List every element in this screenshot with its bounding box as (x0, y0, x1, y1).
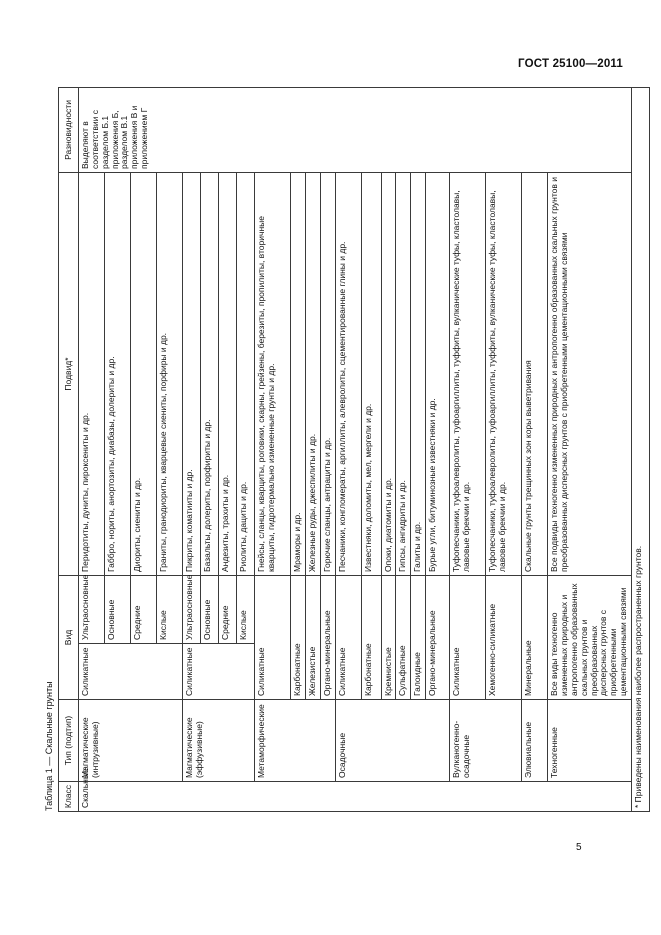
cell-podvid: Известняки, доломиты, мел, мергели и др. (361, 172, 381, 575)
cell-vid: Силикатные (335, 575, 361, 699)
cell-tip-sedimentary: Осадочные (335, 700, 450, 782)
cell-podvid: Скальные грунты трещинных зон коры выветривания (522, 172, 548, 575)
cell-vid: Минеральные (522, 575, 548, 699)
row-metamorphic-1 (255, 87, 291, 811)
cell-podvid: Андезиты, трахиты и др. (219, 172, 237, 575)
cell-tip-magmatic-intrusive: Магматические (интрузивные) (79, 700, 183, 782)
cell-raznovidnosti-value: Выделяют в соответствии с разделом Б.1 приложения Б, разделом В.1 приложения В и приложением Г (79, 87, 632, 172)
header-row (59, 87, 79, 811)
cell-podvid: Железные руды, джеспилиты и др. (305, 172, 320, 575)
table-title: Таблица 1 — Скальные грунты (44, 681, 54, 811)
cell-podvid: Диориты, сиениты и др. (131, 172, 157, 575)
cell-vid: Хемогенно-силикатные (486, 575, 522, 699)
header-vid: Вид (59, 575, 79, 699)
row-magmatic-effusive-1 (183, 87, 201, 811)
cell-podvid: Перидотиты, дуниты, пироксениты и др. (79, 172, 105, 575)
cell-podvid: Все подвиды техногенно измененных природных и антропогенно образованных скальных грунтов и преобразованных дисперсных грунтов с приобретенными цементационными связями (548, 172, 632, 575)
cell-subvid: Кислые (157, 575, 183, 643)
cell-podvid: Гнейсы, сланцы, кварциты, роговики, скарны, грейзены, березиты, пропилиты, вторичные кварциты, гидротермально измененные грунты и др. (255, 172, 291, 575)
cell-podvid: Бурые угли, битуминозные известняки и др. (426, 172, 450, 575)
header-tip: Тип (подтип) (59, 700, 79, 782)
cell-vid: Сульфатные (396, 575, 411, 699)
cell-podvid: Мраморы и др. (291, 172, 306, 575)
cell-subvid: Средние (219, 575, 237, 643)
cell-podvid: Туфопесчаники, туфоалевролиты, туфоаргиллиты, туффиты, вулканические туфы, кластолавы, лавовые брекчии и др. (450, 172, 486, 575)
cell-vid: Карбонатные (361, 575, 381, 699)
cell-subvid: Ультраосновные (183, 575, 201, 643)
header-raznovidnosti: Разновидности (59, 87, 79, 172)
row-eluvial (522, 87, 548, 811)
soil-classification-table (58, 87, 650, 812)
cell-podvid: Габбро, нориты, анортозиты, диабазы, долериты и др. (105, 172, 131, 575)
cell-podvid: Гипсы, ангидриты и др. (396, 172, 411, 575)
cell-podvid: Туфопесчаники, туфоалевролиты, туфоаргиллиты, туффиты, вулканические туфы, кластолавы, лавовые брекчии и др. (486, 172, 522, 575)
cell-vid: Карбонатные (291, 575, 306, 699)
row-technogenic (548, 87, 632, 811)
cell-vid: Органо-минеральные (426, 575, 450, 699)
cell-subvid: Кислые (237, 575, 255, 643)
cell-tip-magmatic-effusive: Магматические (эффузивные) (183, 700, 255, 782)
cell-subvid: Основные (201, 575, 219, 643)
page-number: 5 (576, 842, 582, 853)
table-footnote: * Приведены наименования наиболее распространенных грунтов. (632, 87, 650, 811)
klass-value-text: Скальные (80, 768, 90, 808)
cell-klass-value (79, 768, 632, 812)
cell-podvid: Галиты и др. (411, 172, 426, 575)
cell-podvid: Горючие сланцы, антрациты и др. (320, 172, 335, 575)
gost-number: ГОСТ 25100—2011 (518, 58, 623, 70)
cell-tip-metamorphic: Метаморфические (255, 700, 336, 782)
cell-tip-volcanic-sedimentary: Вулканогенно-осадочные (450, 700, 522, 782)
row-footnote (632, 87, 650, 811)
cell-vid: Галоидные (411, 575, 426, 699)
cell-subvid: Основные (105, 575, 131, 643)
cell-vid-silicate: Силикатные (79, 644, 183, 700)
header-klass: Класс (59, 782, 79, 812)
row-magmatic-intrusive-1 (79, 87, 105, 811)
cell-subvid: Ультраосновные (79, 575, 105, 643)
cell-podvid: Граниты, гранодиориты, кварцевые сиениты, порфиры и др. (157, 172, 183, 575)
cell-podvid: Опоки, диатомиты и др. (381, 172, 396, 575)
rotated-table-block (44, 88, 650, 812)
row-sedimentary-1 (335, 87, 361, 811)
cell-tip-eluvial: Элювиальные (522, 700, 548, 782)
cell-vid: Силикатные (255, 575, 291, 699)
cell-podvid: Песчаники, конгломераты, аргиллиты, алевролиты, сцементированные глины и др. (335, 172, 361, 575)
cell-tip-technogenic: Техногенные (548, 700, 632, 782)
cell-vid: Силикатные (450, 575, 486, 699)
cell-podvid: Риолиты, дациты и др. (237, 172, 255, 575)
cell-vid: Кремнистые (381, 575, 396, 699)
cell-podvid: Базальты, долериты, порфириты и др. (201, 172, 219, 575)
cell-vid: Все виды техногенно измененных природных и антропогенно образованных скальных грунтов и преобразованных дисперсных грунтов с приобретенными цементационными связями (548, 575, 632, 699)
cell-vid: Железистые (305, 575, 320, 699)
cell-podvid: Пикриты, коматииты и др. (183, 172, 201, 575)
cell-vid-silicate: Силикатные (183, 644, 255, 700)
header-podvid: Подвид* (59, 172, 79, 575)
cell-subvid: Средние (131, 575, 157, 643)
row-volcanic-sedimentary-1 (450, 87, 486, 811)
cell-vid: Органо-минеральные (320, 575, 335, 699)
